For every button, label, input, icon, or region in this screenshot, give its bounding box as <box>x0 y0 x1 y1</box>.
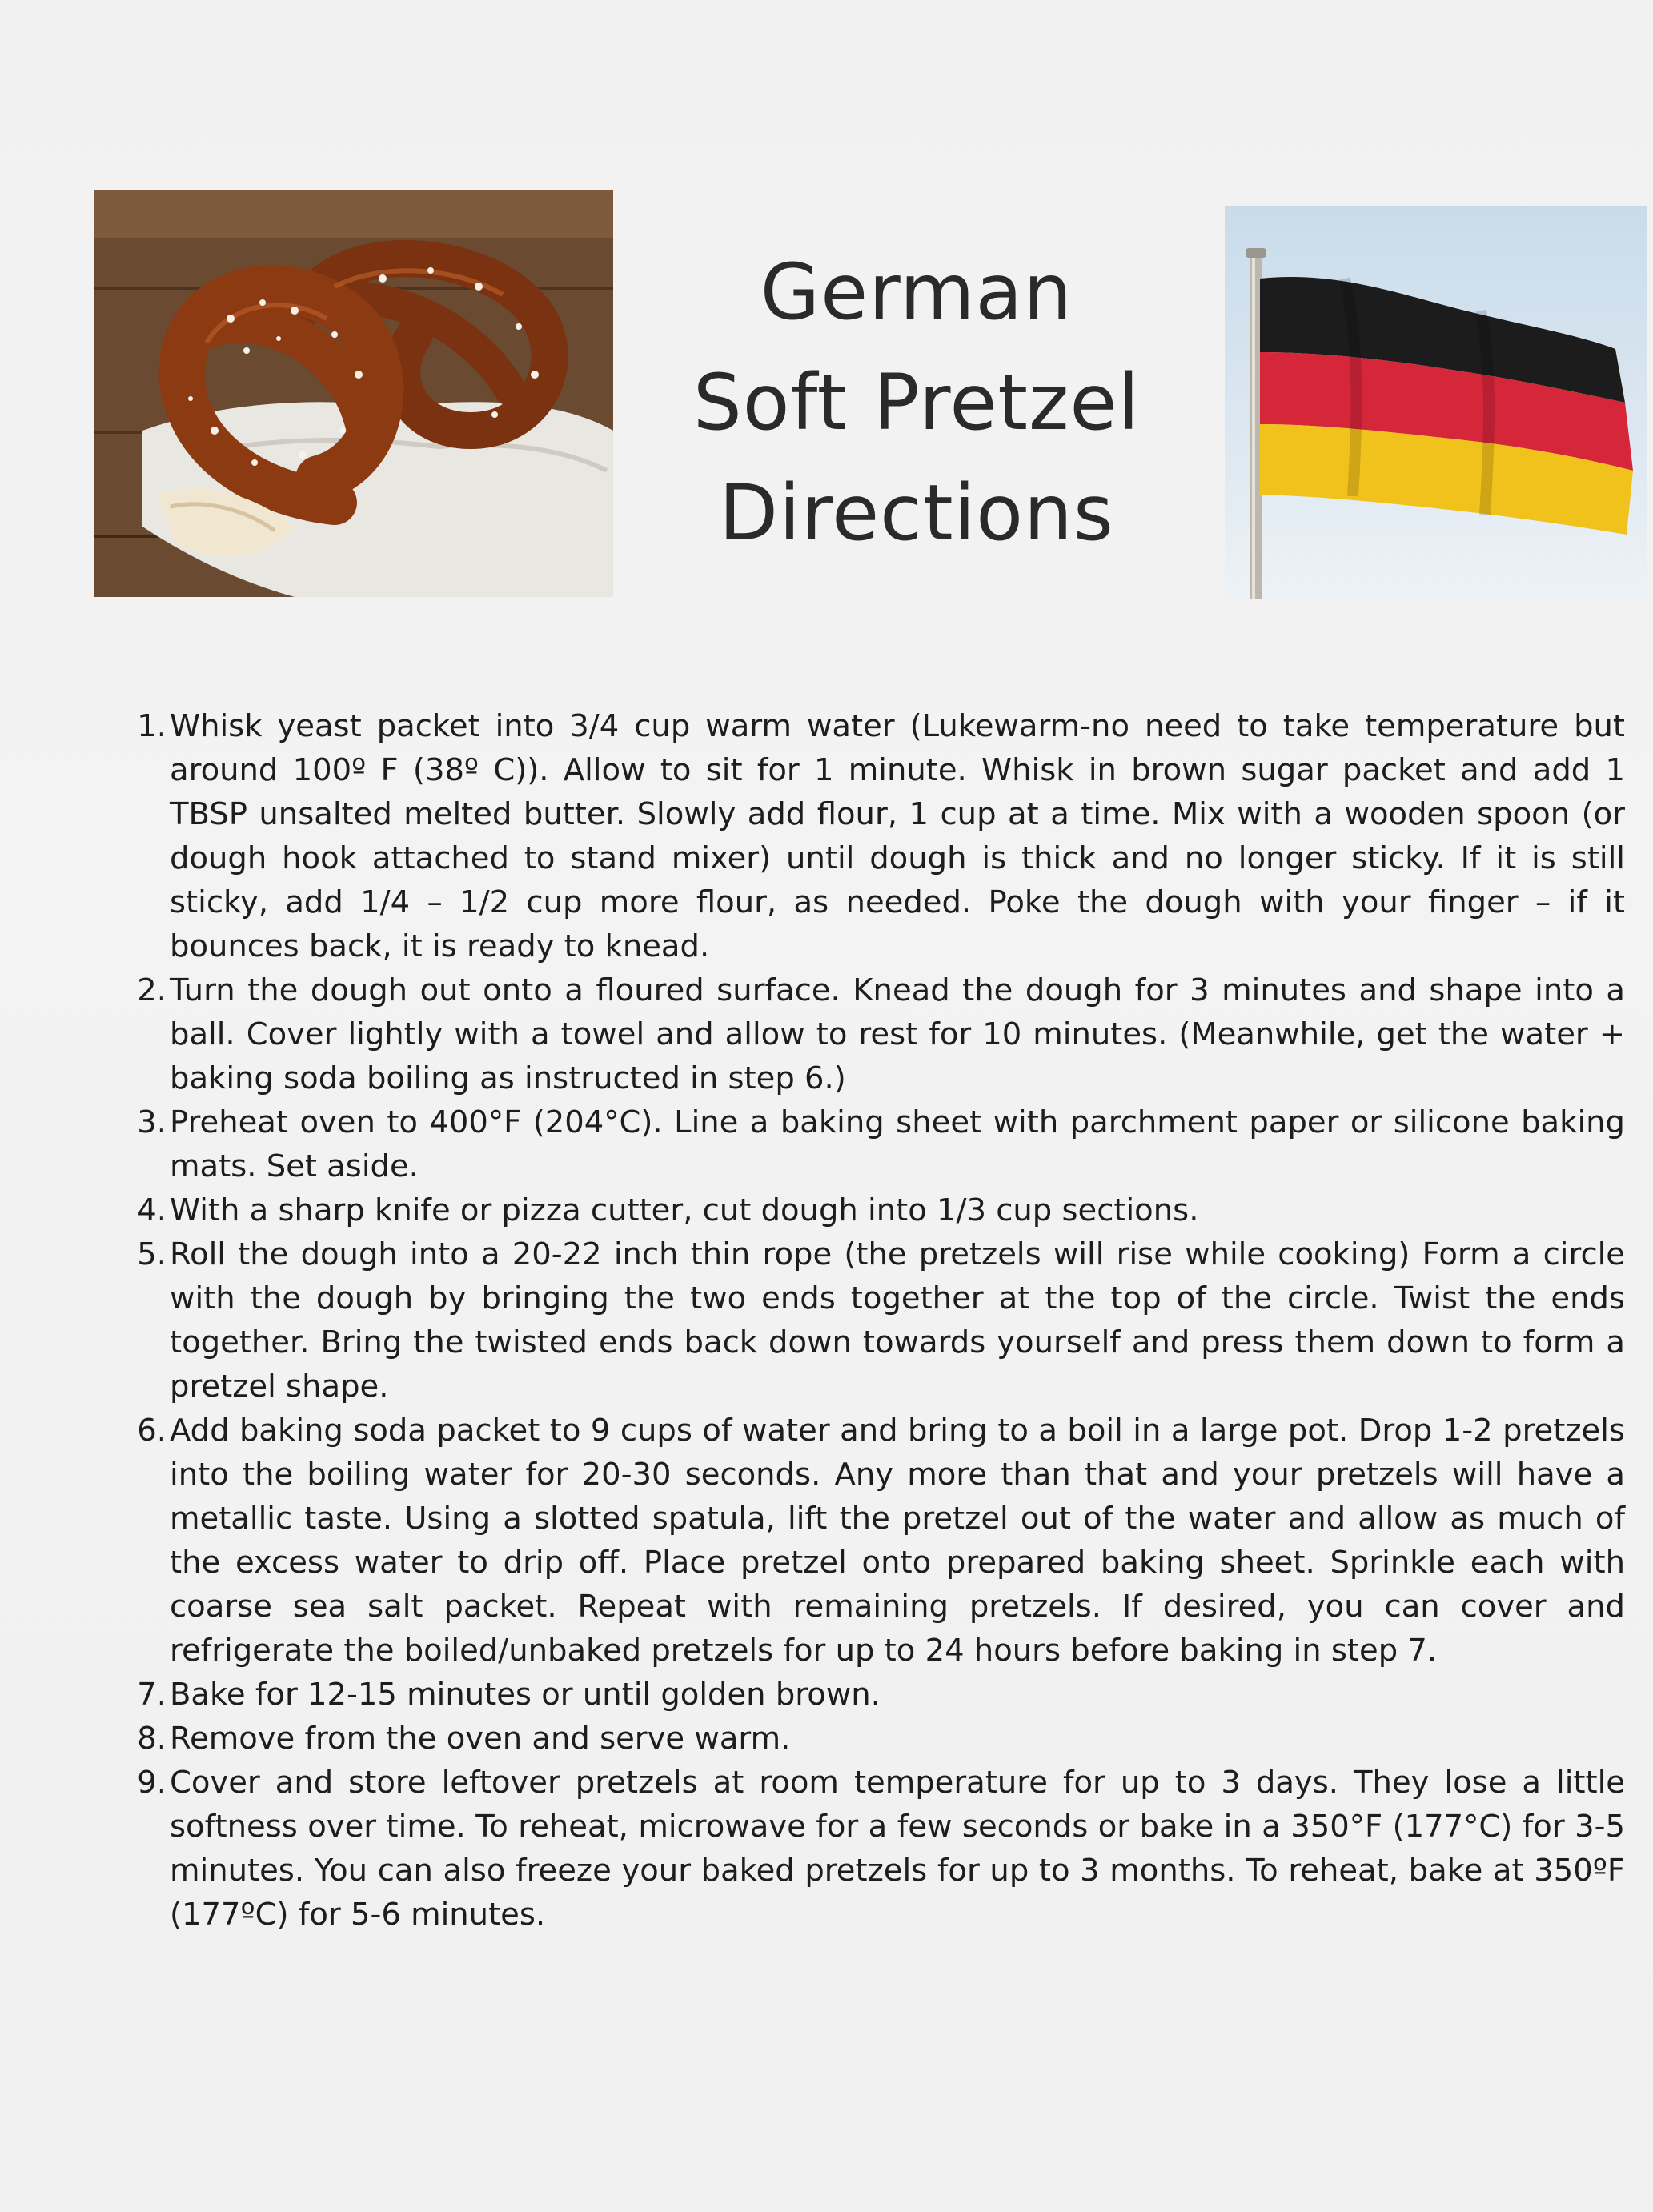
step-text: With a sharp knife or pizza cutter, cut dough into 1/3 cup sections. <box>170 1192 1199 1228</box>
page-title <box>624 237 1209 568</box>
step-2 <box>128 968 1625 1100</box>
step-8 <box>128 1717 1625 1761</box>
step-text: Bake for 12-15 minutes or until golden brown. <box>170 1677 881 1713</box>
step-text: Remove from the oven and serve warm. <box>170 1721 791 1757</box>
pretzel-photo <box>94 190 613 597</box>
pretzel-illustration <box>94 190 613 597</box>
step-text: Turn the dough out onto a floured surface. Knead the dough for 3 minutes and shape into a ball. Cover lightly with a towel and allow to rest for 10 minutes. (Meanwhile, get the water + baking soda boiling as instructed in step 6.) <box>170 972 1625 1096</box>
step-5 <box>128 1232 1625 1409</box>
step-text: Cover and store leftover pretzels at room temperature for up to 3 days. They lose a little softness over time. To reheat, microwave for a few seconds or bake in a 350°F (177°C) for 3-5 minutes. You can also freeze your baked pretzels for up to 3 months. To reheat, bake at 350ºF (177ºC) for 5-6 minutes. <box>170 1765 1625 1933</box>
step-9 <box>128 1761 1625 1937</box>
flag-illustration <box>1225 206 1647 599</box>
title-line-3: Directions <box>719 468 1114 558</box>
step-number: 6. <box>137 1413 167 1449</box>
step-number: 7. <box>137 1677 167 1713</box>
step-1 <box>128 704 1625 968</box>
step-number: 8. <box>137 1721 167 1757</box>
step-number: 2. <box>137 972 167 1008</box>
step-4 <box>128 1188 1625 1232</box>
step-7 <box>128 1673 1625 1717</box>
step-number: 4. <box>137 1192 167 1228</box>
step-6 <box>128 1409 1625 1673</box>
german-flag-photo <box>1225 206 1647 599</box>
step-number: 3. <box>137 1104 167 1140</box>
step-text: Preheat oven to 400°F (204°C). Line a baking sheet with parchment paper or silicone baking mats. Set aside. <box>170 1104 1625 1184</box>
title-line-2: Soft Pretzel <box>692 358 1141 447</box>
directions-list <box>128 704 1625 1937</box>
step-3 <box>128 1100 1625 1188</box>
step-text: Add baking soda packet to 9 cups of water and bring to a boil in a large pot. Drop 1-2 pretzels into the boiling water for 20-30 seconds. Any more than that and your pretzels will have a metallic taste. Using a slotted spatula, lift the pretzel out of the water and allow as much of the excess water to drip off. Place pretzel onto prepared baking sheet. Sprinkle each with coarse sea salt packet. Repeat with remaining pretzels. If desired, you can cover and refrigerate the boiled/unbaked pretzels for up to 24 hours before baking in step 7. <box>170 1413 1625 1669</box>
step-text: Whisk yeast packet into 3/4 cup warm water (Lukewarm-no need to take temperature but around 100º F (38º C)). Allow to sit for 1 minute. Whisk in brown sugar packet and add 1 TBSP unsalted melted butter. Slowly add flour, 1 cup at a time. Mix with a wooden spoon (or dough hook attached to stand mixer) until dough is thick and no longer sticky. If it is still sticky, add 1/4 – 1/2 cup more flour, as needed. Poke the dough with your finger – if it bounces back, it is ready to knead. <box>170 708 1625 964</box>
title-line-1: German <box>760 247 1073 337</box>
step-text: Roll the dough into a 20-22 inch thin rope (the pretzels will rise while cooking) Form a circle with the dough by bringing the two ends together at the top of the circle. Twist the ends together. Bring the twisted ends back down towards yourself and press them down to form a pretzel shape. <box>170 1236 1625 1405</box>
step-number: 9. <box>137 1765 167 1801</box>
step-number: 5. <box>137 1236 167 1272</box>
step-number: 1. <box>137 708 167 744</box>
